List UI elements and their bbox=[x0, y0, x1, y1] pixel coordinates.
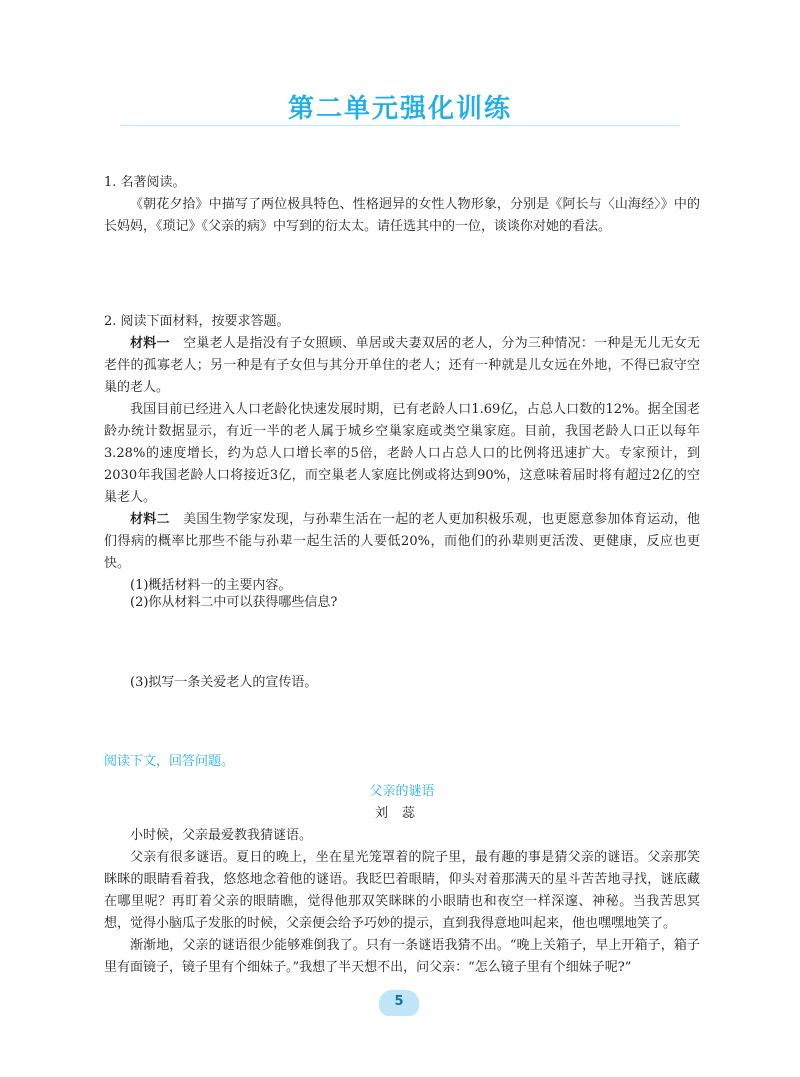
material-2-text: 美国生物学家发现，与孙辈生活在一起的老人更加积极乐观，也更愿意参加体育运动，他们得病的概率比那些不能与孙辈一起生活的人要低20%，而他们的孙辈则更活泼、更健康，反应也更快。 bbox=[104, 512, 700, 571]
title-divider bbox=[120, 125, 680, 126]
sub-question-2: (2)你从材料二中可以获得哪些信息? bbox=[130, 595, 338, 610]
page-title: 第二单元强化训练 bbox=[287, 94, 512, 124]
question-2-label: 2. 阅读下面材料，按要求答题。 bbox=[104, 314, 290, 329]
question-1 bbox=[104, 172, 700, 238]
sub-question-3: (3)拟写一条关爱老人的宣传语。 bbox=[130, 675, 318, 690]
sub-question-1: (1)概括材料一的主要内容。 bbox=[130, 578, 292, 593]
material-2-paragraph bbox=[104, 509, 700, 575]
material-2-tag: 材料二 bbox=[130, 512, 170, 527]
story-author: 刘蕊 bbox=[374, 806, 429, 821]
page-number: 5 bbox=[394, 994, 404, 1009]
story-title: 父亲的谜语 bbox=[369, 784, 435, 799]
question-1-label: 1. 名著阅读。 bbox=[104, 175, 186, 190]
material-1-text-1: 空巢老人是指没有子女照顾、单居或夫妻双居的老人，分为三种情况：一种是无儿无女无老伴的孤寡老人；另一种是有子女但与其分开单住的老人；还有一种就是儿女远在外地，不得已寂守空巢的老人。 bbox=[104, 336, 700, 395]
material-1-paragraph-2: 我国目前已经进入人口老龄化快速发展时期，已有老龄人口1.69亿，占总人口数的12%。据全国老龄办统计数据显示，有近一半的老人属于城乡空巢家庭或类空巢家庭。目前，我国老龄人口正以每年3.28%的速度增长，约为总人口增长率的5倍，老龄人口占总人口的比例将迅速扩大。专家预计，到2030年我国老龄人口将接近3亿，而空巢老人家庭比例或将达到90%，这意味着届时将有超过2亿的空巢老人。 bbox=[104, 402, 700, 505]
story-paragraph-2: 父亲有很多谜语。夏日的晚上，坐在星光笼罩着的院子里，最有趣的事是猜父亲的谜语。父亲那笑眯眯的眼睛看着我，悠悠地念着他的谜语。我眨巴着眼睛，仰头对着那满天的星斗苦苦地寻找，谜底藏在哪里呢？再盯着父亲的眼睛瞧，觉得他那双笑眯眯的小眼睛也和夜空一样深邃、神秘。当我苦思冥想，觉得小脑瓜子发胀的时候，父亲便会给予巧妙的提示，直到我得意地叫起来，他也嘿嘿地笑了。 bbox=[104, 850, 700, 931]
material-1-paragraph-1 bbox=[104, 333, 700, 399]
story-paragraph-3: 渐渐地，父亲的谜语很少能够难倒我了。只有一条谜语我猜不出。“晚上关箱子，早上开箱子，箱子里有面镜子，镜子里有个细妹子。”我想了半天想不出，问父亲：“怎么镜子里有个细妹子呢?” bbox=[104, 938, 700, 975]
question-1-text: 《朝花夕拾》中描写了两位极具特色、性格迥异的女性人物形象，分别是《阿长与〈山海经〉》中的长妈妈，《琐记》《父亲的病》中写到的衍太太。请任选其中的一位，谈谈你对她的看法。 bbox=[104, 197, 700, 234]
reading-instruction-block bbox=[104, 751, 700, 773]
story bbox=[104, 781, 700, 979]
page-number-badge bbox=[379, 990, 419, 1016]
story-paragraph-1: 小时候，父亲最爱教我猜谜语。 bbox=[130, 828, 313, 843]
sub-question-3-block bbox=[104, 672, 700, 694]
reading-instruction: 阅读下文，回答问题。 bbox=[104, 754, 235, 769]
sub-question-2-block bbox=[104, 592, 700, 614]
question-2 bbox=[104, 311, 700, 597]
material-1-tag: 材料一 bbox=[130, 336, 170, 351]
